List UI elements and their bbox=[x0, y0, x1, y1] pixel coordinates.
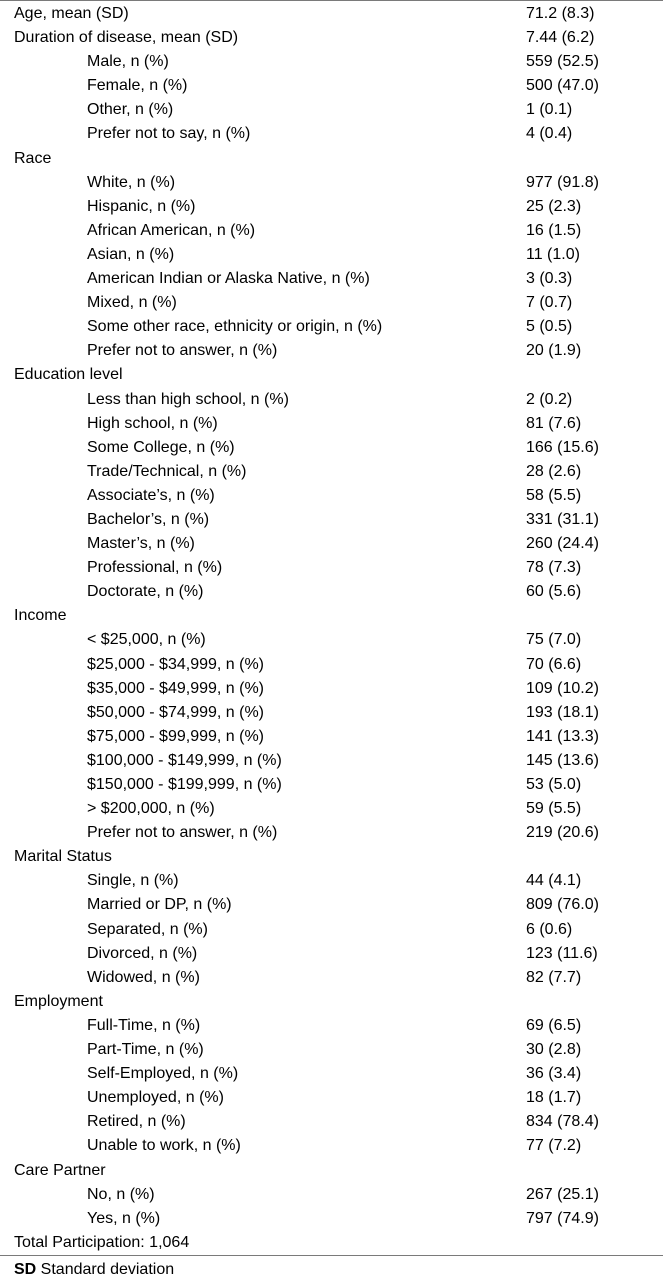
row-label: Care Partner bbox=[14, 1161, 106, 1179]
table-row bbox=[0, 267, 663, 291]
row-label: Prefer not to answer, n (%) bbox=[87, 342, 278, 360]
row-value: 2 (0.2) bbox=[526, 390, 573, 408]
table-row bbox=[0, 98, 663, 122]
footnote-text: Standard deviation bbox=[36, 1261, 175, 1278]
row-label: Separated, n (%) bbox=[87, 920, 208, 938]
table-row bbox=[0, 388, 663, 412]
table-row bbox=[0, 412, 663, 436]
row-value: 16 (1.5) bbox=[526, 221, 582, 239]
table-row bbox=[0, 628, 663, 652]
table-row-category bbox=[0, 990, 663, 1014]
table-row bbox=[0, 797, 663, 821]
row-label: Income bbox=[14, 607, 67, 625]
row-value: 145 (13.6) bbox=[526, 751, 599, 769]
row-label: Some College, n (%) bbox=[87, 438, 235, 456]
row-value: 193 (18.1) bbox=[526, 703, 599, 721]
footnote-abbreviation: SD bbox=[14, 1261, 37, 1278]
row-label: Yes, n (%) bbox=[87, 1209, 161, 1227]
table-row bbox=[0, 918, 663, 942]
row-value: 70 (6.6) bbox=[526, 655, 582, 673]
row-label: Race bbox=[14, 149, 52, 167]
row-label: $50,000 - $74,999, n (%) bbox=[87, 703, 265, 721]
row-value: 25 (2.3) bbox=[526, 197, 582, 215]
row-value: 559 (52.5) bbox=[526, 53, 599, 71]
table-row-category bbox=[0, 1231, 663, 1255]
table-row-category bbox=[0, 147, 663, 171]
row-value: 834 (78.4) bbox=[526, 1113, 599, 1131]
row-label: Bachelor’s, n (%) bbox=[87, 510, 210, 528]
table-row bbox=[0, 1014, 663, 1038]
row-value: 7.44 (6.2) bbox=[526, 29, 595, 47]
table-row bbox=[0, 556, 663, 580]
row-value: 500 (47.0) bbox=[526, 77, 599, 95]
row-label: Self-Employed, n (%) bbox=[87, 1065, 239, 1083]
row-value: 75 (7.0) bbox=[526, 631, 582, 649]
row-value: 18 (1.7) bbox=[526, 1089, 582, 1107]
row-value: 11 (1.0) bbox=[526, 245, 580, 263]
row-value: 267 (25.1) bbox=[526, 1185, 599, 1203]
row-value: 141 (13.3) bbox=[526, 727, 599, 745]
table-row bbox=[0, 243, 663, 267]
row-label: $25,000 - $34,999, n (%) bbox=[87, 655, 265, 673]
table-row bbox=[0, 1062, 663, 1086]
row-value: 7 (0.7) bbox=[526, 294, 573, 312]
row-label: Prefer not to say, n (%) bbox=[87, 125, 251, 143]
row-label: Married or DP, n (%) bbox=[87, 896, 232, 914]
table-row-category bbox=[0, 2, 663, 26]
row-label: Associate’s, n (%) bbox=[87, 486, 215, 504]
row-value: 60 (5.6) bbox=[526, 583, 582, 601]
row-value: 28 (2.6) bbox=[526, 462, 582, 480]
table-row bbox=[0, 291, 663, 315]
row-label: Less than high school, n (%) bbox=[87, 390, 289, 408]
row-label: Doctorate, n (%) bbox=[87, 583, 204, 601]
row-label: Education level bbox=[14, 366, 123, 384]
table-row bbox=[0, 653, 663, 677]
row-label: African American, n (%) bbox=[87, 221, 256, 239]
table-row bbox=[0, 508, 663, 532]
row-label: American Indian or Alaska Native, n (%) bbox=[87, 270, 370, 288]
row-label: $100,000 - $149,999, n (%) bbox=[87, 751, 282, 769]
table-row bbox=[0, 942, 663, 966]
table-top-rule bbox=[0, 0, 663, 1]
row-value: 20 (1.9) bbox=[526, 342, 582, 360]
row-label: Male, n (%) bbox=[87, 53, 169, 71]
row-label: Asian, n (%) bbox=[87, 245, 175, 263]
row-label: Full-Time, n (%) bbox=[87, 1016, 201, 1034]
table-row bbox=[0, 532, 663, 556]
row-label: $35,000 - $49,999, n (%) bbox=[87, 679, 265, 697]
table-row bbox=[0, 1183, 663, 1207]
row-value: 977 (91.8) bbox=[526, 173, 599, 191]
row-label: Female, n (%) bbox=[87, 77, 188, 95]
table-row bbox=[0, 1086, 663, 1110]
row-label: Widowed, n (%) bbox=[87, 968, 200, 986]
row-value: 123 (11.6) bbox=[526, 944, 598, 962]
row-value: 6 (0.6) bbox=[526, 920, 573, 938]
row-label: $75,000 - $99,999, n (%) bbox=[87, 727, 265, 745]
row-label: Other, n (%) bbox=[87, 101, 174, 119]
table-row bbox=[0, 122, 663, 146]
table-bottom-rule bbox=[0, 1255, 663, 1256]
table-row-category bbox=[0, 604, 663, 628]
table-row bbox=[0, 869, 663, 893]
row-value: 4 (0.4) bbox=[526, 125, 573, 143]
table-row bbox=[0, 171, 663, 195]
row-value: 809 (76.0) bbox=[526, 896, 599, 914]
table-row bbox=[0, 1134, 663, 1158]
table-footnote bbox=[14, 1260, 174, 1280]
row-label: High school, n (%) bbox=[87, 414, 218, 432]
row-label: White, n (%) bbox=[87, 173, 176, 191]
row-value: 69 (6.5) bbox=[526, 1016, 582, 1034]
row-label: Prefer not to answer, n (%) bbox=[87, 824, 278, 842]
row-label: Part-Time, n (%) bbox=[87, 1041, 204, 1059]
row-label: Professional, n (%) bbox=[87, 559, 223, 577]
row-label: Total Participation: 1,064 bbox=[14, 1233, 190, 1251]
row-label: $150,000 - $199,999, n (%) bbox=[87, 776, 282, 793]
row-label: Hispanic, n (%) bbox=[87, 197, 196, 215]
table-body bbox=[0, 2, 663, 1255]
table-row bbox=[0, 436, 663, 460]
table-row bbox=[0, 580, 663, 604]
table-row bbox=[0, 1110, 663, 1134]
row-label: Divorced, n (%) bbox=[87, 944, 198, 962]
row-value: 78 (7.3) bbox=[526, 559, 582, 577]
row-label: Marital Status bbox=[14, 848, 112, 866]
row-value: 3 (0.3) bbox=[526, 270, 573, 288]
row-label: Employment bbox=[14, 992, 103, 1010]
row-label: Single, n (%) bbox=[87, 872, 179, 890]
row-label: Unemployed, n (%) bbox=[87, 1089, 224, 1107]
row-value: 797 (74.9) bbox=[526, 1209, 599, 1227]
row-label: Master’s, n (%) bbox=[87, 535, 195, 553]
table-row bbox=[0, 484, 663, 508]
row-value: 58 (5.5) bbox=[526, 486, 582, 504]
row-value: 77 (7.2) bbox=[526, 1137, 582, 1155]
row-value: 5 (0.5) bbox=[526, 318, 573, 336]
row-value: 71.2 (8.3) bbox=[526, 5, 595, 22]
table-row-category bbox=[0, 845, 663, 869]
row-label: > $200,000, n (%) bbox=[87, 800, 215, 818]
table-row bbox=[0, 50, 663, 74]
row-label: Duration of disease, mean (SD) bbox=[14, 29, 239, 47]
table-row bbox=[0, 893, 663, 917]
table-row bbox=[0, 677, 663, 701]
table-row bbox=[0, 1038, 663, 1062]
row-label: Mixed, n (%) bbox=[87, 294, 177, 312]
table-row bbox=[0, 315, 663, 339]
table-row bbox=[0, 460, 663, 484]
table-row bbox=[0, 725, 663, 749]
row-label: Unable to work, n (%) bbox=[87, 1137, 241, 1155]
row-value: 59 (5.5) bbox=[526, 800, 582, 818]
table-row-category bbox=[0, 26, 663, 50]
table-row bbox=[0, 773, 663, 797]
table-row bbox=[0, 339, 663, 363]
table-row bbox=[0, 219, 663, 243]
row-label: Retired, n (%) bbox=[87, 1113, 186, 1131]
table-row bbox=[0, 966, 663, 990]
table-row bbox=[0, 749, 663, 773]
row-value: 109 (10.2) bbox=[526, 679, 599, 697]
row-value: 260 (24.4) bbox=[526, 535, 599, 553]
table-row bbox=[0, 1207, 663, 1231]
table-row-category bbox=[0, 363, 663, 387]
row-label: < $25,000, n (%) bbox=[87, 631, 206, 649]
row-label: No, n (%) bbox=[87, 1185, 155, 1203]
row-value: 219 (20.6) bbox=[526, 824, 599, 842]
row-label: Trade/Technical, n (%) bbox=[87, 462, 247, 480]
row-value: 30 (2.8) bbox=[526, 1041, 582, 1059]
row-value: 166 (15.6) bbox=[526, 438, 599, 456]
row-value: 82 (7.7) bbox=[526, 968, 582, 986]
row-value: 1 (0.1) bbox=[526, 101, 573, 119]
row-value: 81 (7.6) bbox=[526, 414, 582, 432]
row-label: Age, mean (SD) bbox=[14, 5, 129, 22]
table-row bbox=[0, 821, 663, 845]
table-row-category bbox=[0, 1159, 663, 1183]
row-value: 53 (5.0) bbox=[526, 776, 582, 793]
table-row bbox=[0, 74, 663, 98]
row-value: 331 (31.1) bbox=[526, 510, 599, 528]
table-row bbox=[0, 195, 663, 219]
row-label: Some other race, ethnicity or origin, n (%) bbox=[87, 318, 383, 336]
row-value: 36 (3.4) bbox=[526, 1065, 582, 1083]
row-value: 44 (4.1) bbox=[526, 872, 582, 890]
table-row bbox=[0, 701, 663, 725]
